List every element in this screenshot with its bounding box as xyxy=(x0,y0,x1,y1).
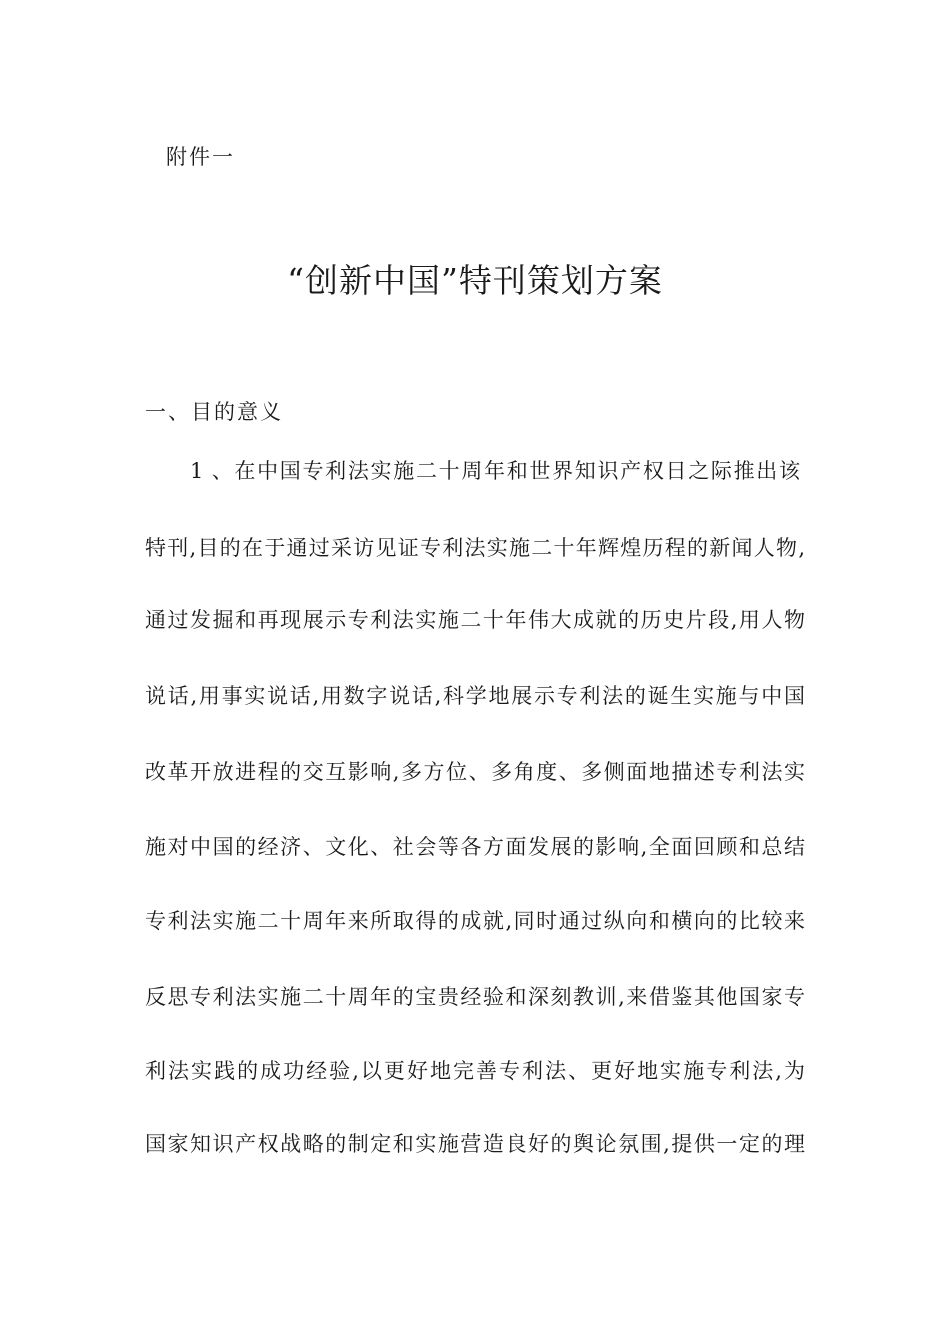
paragraph-line: 1 、在中国专利法实施二十周年和世界知识产权日之际推出该 xyxy=(190,459,800,483)
paragraph-line: 反思专利法实施二十周年的宝贵经验和深刻教训,来借鉴其他国家专 xyxy=(145,985,805,1009)
paragraph-line: 通过发掘和再现展示专利法实施二十年伟大成就的历史片段,用人物 xyxy=(145,608,805,632)
paragraph-line: 利法实践的成功经验,以更好地完善专利法、更好地实施专利法,为 xyxy=(145,1059,805,1083)
paragraph-line: 改革开放进程的交互影响,多方位、多角度、多侧面地描述专利法实 xyxy=(145,760,805,784)
paragraph-line: 说话,用事实说话,用数字说话,科学地展示专利法的诞生实施与中国 xyxy=(145,684,805,708)
section-heading: 一、目的意义 xyxy=(145,400,283,424)
paragraph-line: 施对中国的经济、文化、社会等各方面发展的影响,全面回顾和总结 xyxy=(145,835,805,859)
paragraph-line: 专利法实施二十周年来所取得的成就,同时通过纵向和横向的比较来 xyxy=(145,909,805,933)
paragraph-line: 国家知识产权战略的制定和实施营造良好的舆论氛围,提供一定的理 xyxy=(145,1132,805,1156)
document-title: “创新中国”特刊策划方案 xyxy=(287,261,663,300)
attachment-label: 附件一 xyxy=(166,145,235,169)
paragraph-line: 特刊,目的在于通过采访见证专利法实施二十年辉煌历程的新闻人物, xyxy=(145,536,805,560)
